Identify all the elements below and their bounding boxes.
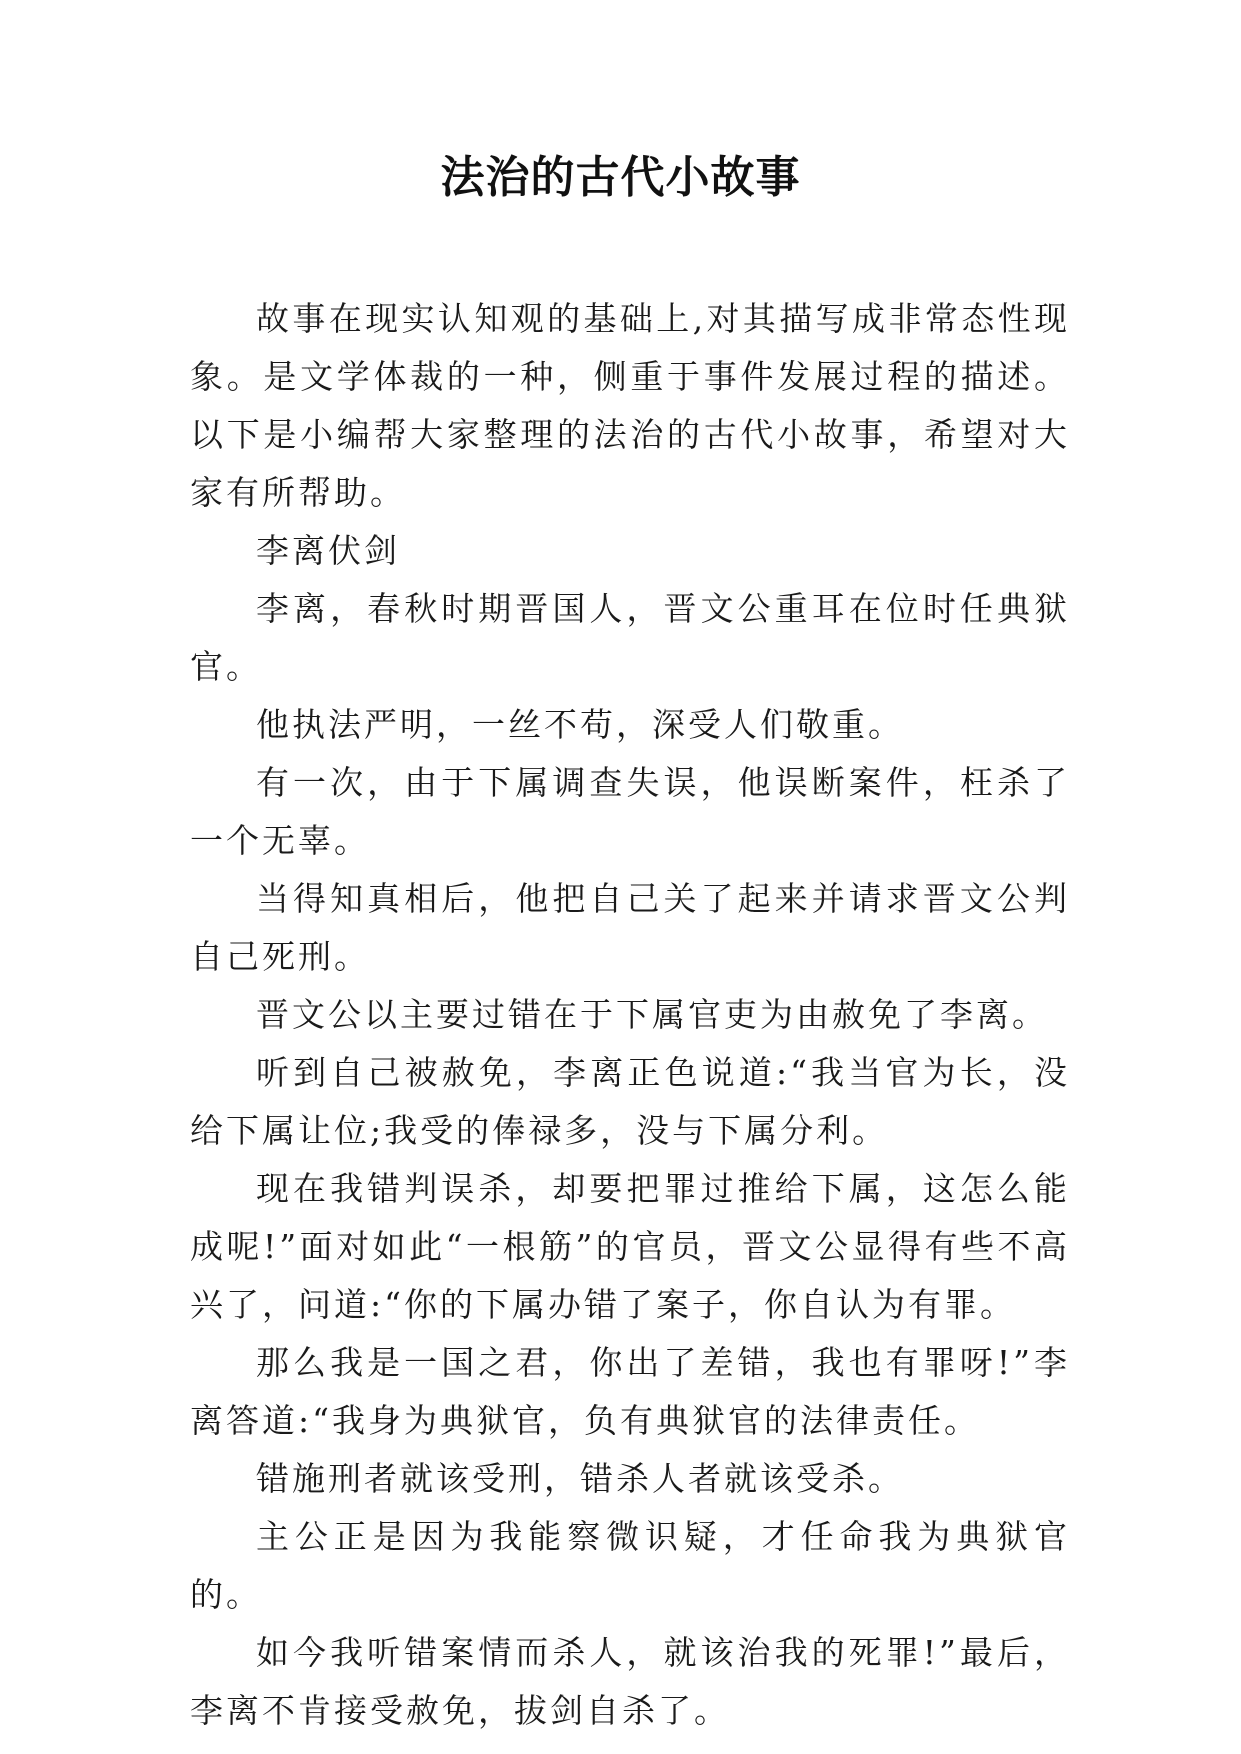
paragraph: 如今我听错案情而杀人，就该治我的死罪!”最后，李离不肯接受赦免，拔剑自杀了。 [190,1633,1070,1730]
document-title: 法治的古代小故事 [440,152,801,203]
paragraph: 主公正是因为我能察微识疑，才任命我为典狱官的。 [190,1517,1070,1614]
document-body [190,290,1070,1740]
paragraph: 错施刑者就该受刑，错杀人者就该受杀。 [256,1459,904,1498]
paragraph: 有一次，由于下属调查失误，他误断案件，枉杀了一个无辜。 [190,763,1070,860]
paragraph: 现在我错判误杀，却要把罪过推给下属，这怎么能成呢!”面对如此“一根筋”的官员，晋文公显得有些不高兴了，问道:“你的下属办错了案子，你自认为有罪。 [190,1169,1070,1324]
paragraph: 晋文公以主要过错在于下属官吏为由赦免了李离。 [256,995,1048,1034]
paragraph: 那么我是一国之君，你出了差错，我也有罪呀!”李离答道:“我身为典狱官，负有典狱官的法律责任。 [190,1343,1070,1440]
paragraph: 李离，春秋时期晋国人，晋文公重耳在位时任典狱官。 [190,589,1070,686]
paragraph: 当得知真相后，他把自己关了起来并请求晋文公判自己死刑。 [190,879,1070,976]
paragraph: 他执法严明，一丝不苟，深受人们敬重。 [256,705,904,744]
paragraph: 听到自己被赦免，李离正色说道:“我当官为长，没给下属让位;我受的俸禄多，没与下属分利。 [190,1053,1070,1150]
section-heading: 李离伏剑 [256,531,400,570]
paragraph: 故事在现实认知观的基础上,对其描写成非常态性现象。是文学体裁的一种，侧重于事件发展过程的描述。以下是小编帮大家整理的法治的古代小故事，希望对大家有所帮助。 [190,299,1070,512]
